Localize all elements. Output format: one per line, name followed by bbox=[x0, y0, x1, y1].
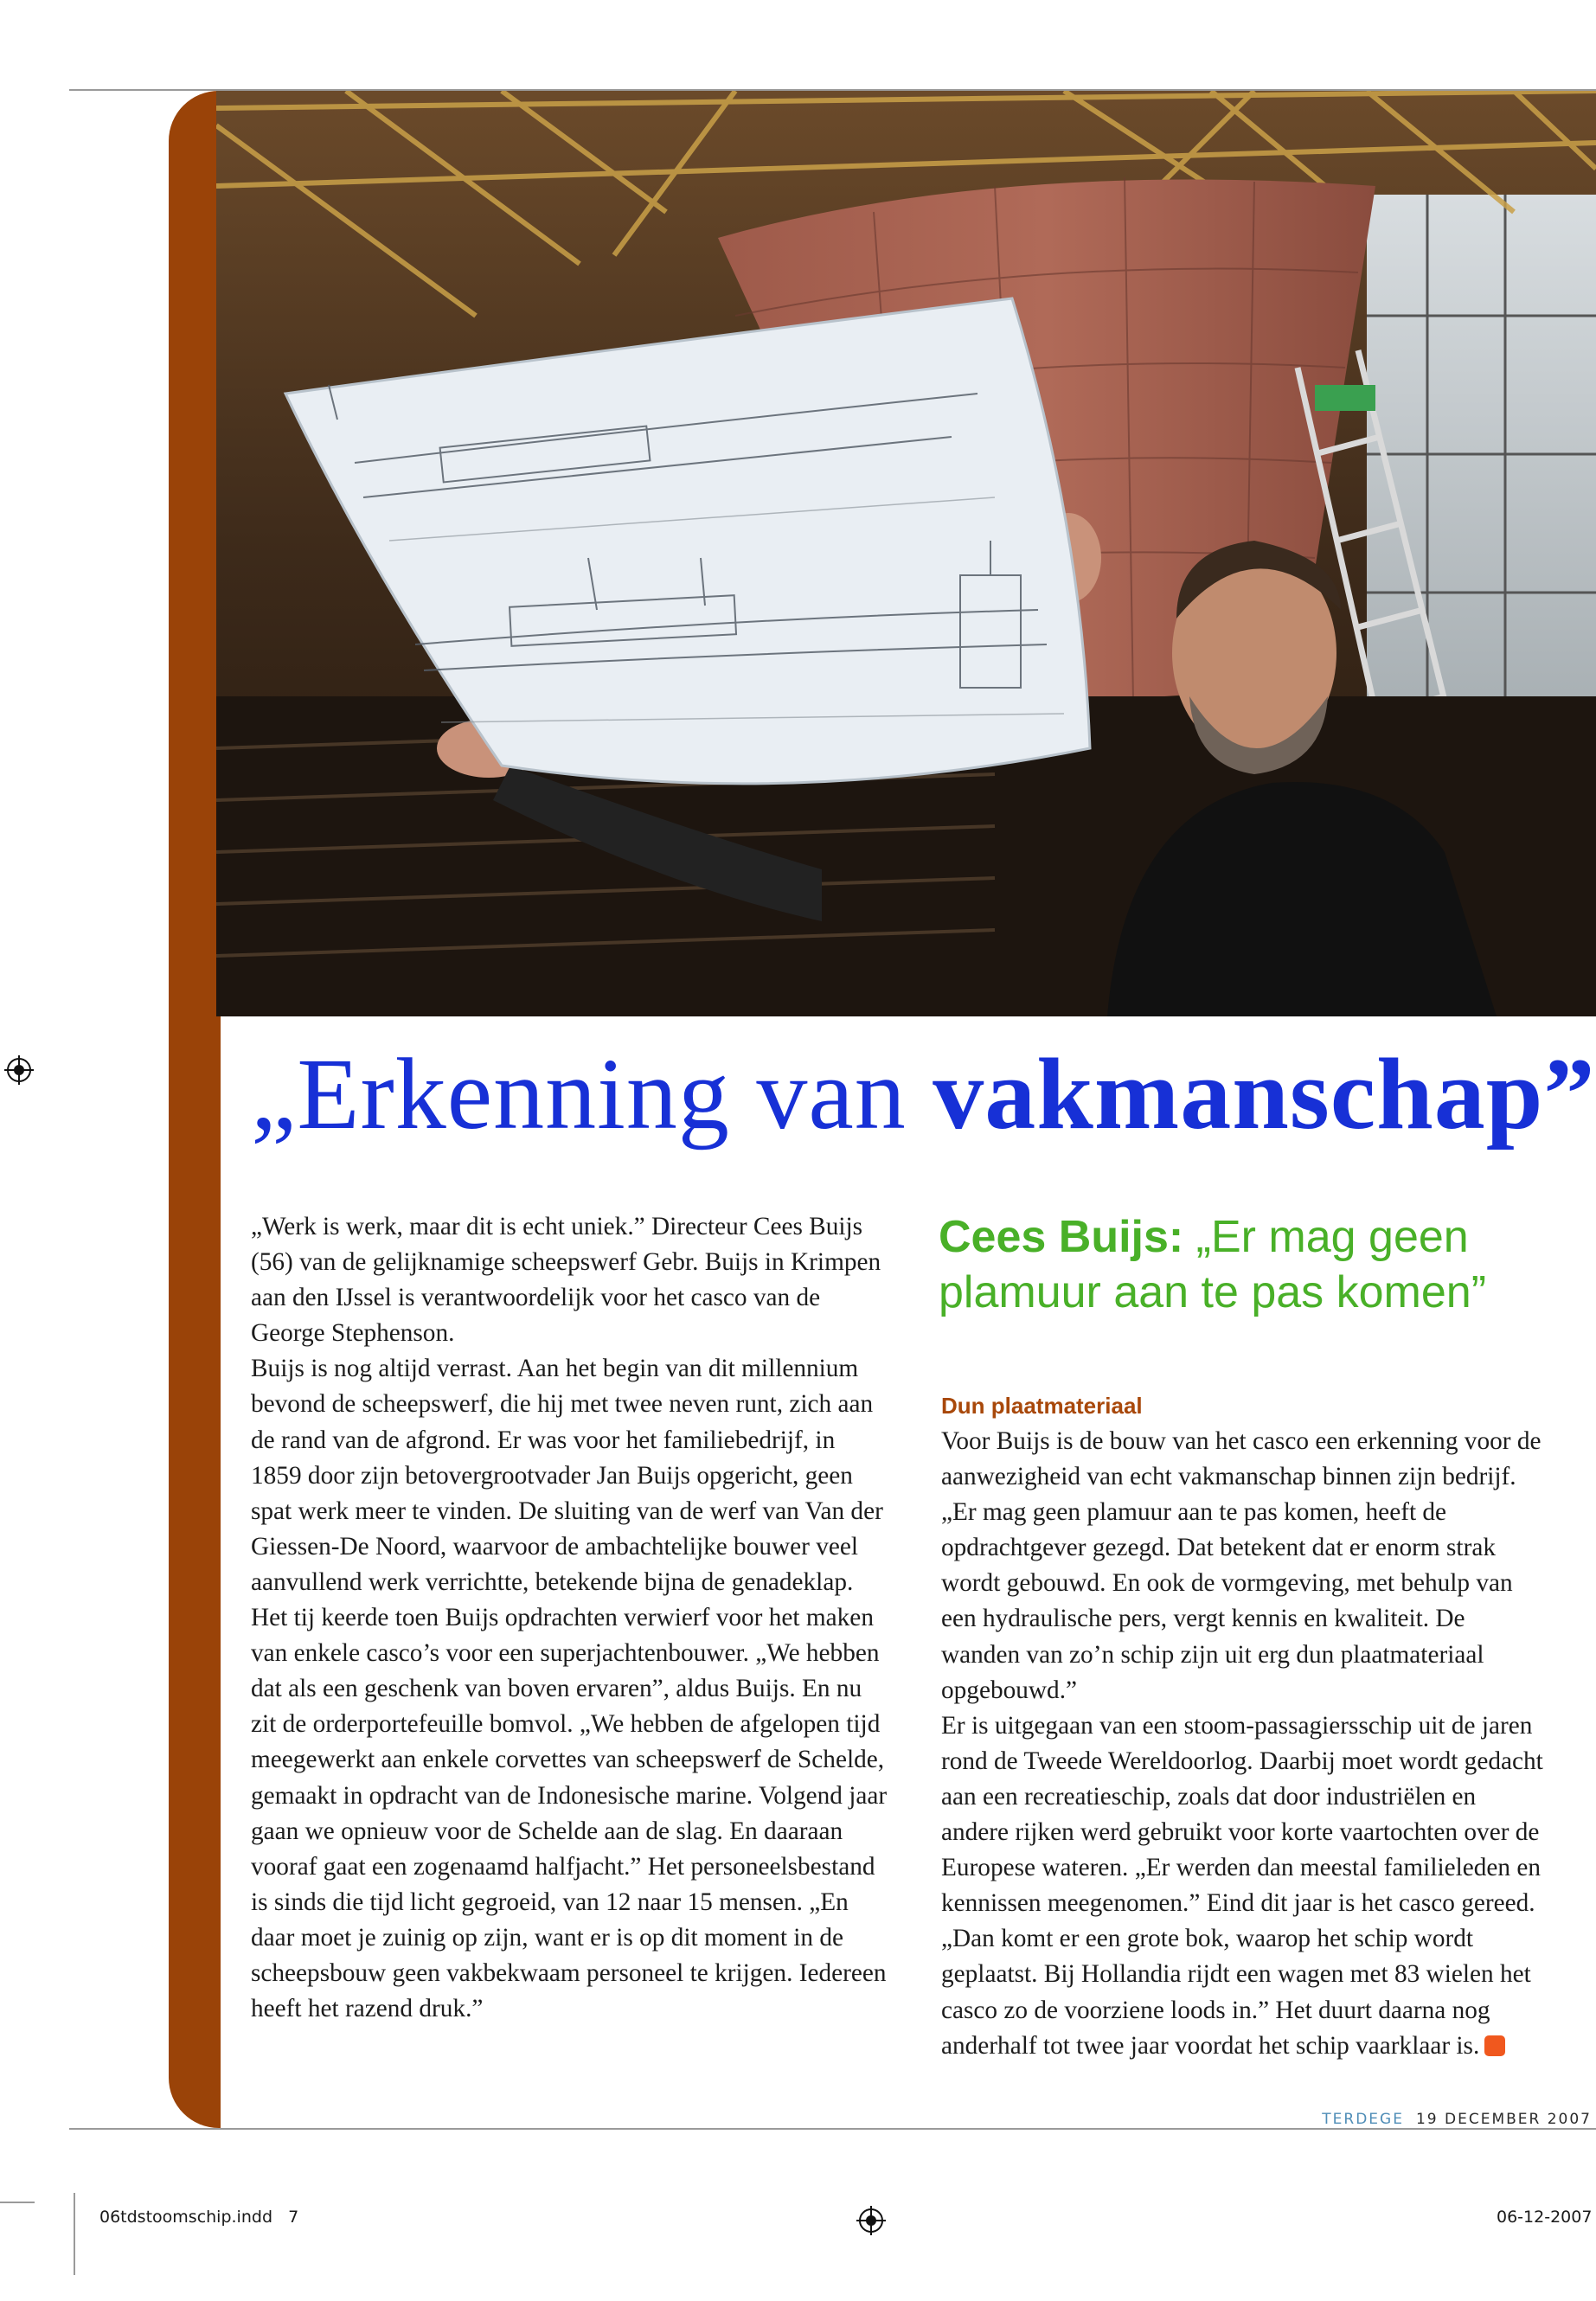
body-paragraph-last bbox=[941, 1708, 1547, 2064]
body-column-right bbox=[941, 1388, 1547, 2064]
body-paragraph: Buijs is nog altijd verrast. Aan het begin van dit millennium bevond de scheepswerf, die hij met twee neven runt, zich aan de rand van de afgrond. Er was voor het familiebedrijf, in 1859 door zijn betovergrootvader Jan Buijs opgericht, geen spat werk meer te vinden. De sluiting van de werf van Van der Giessen-De Noord, waarvoor de ambachtelijke bouwer veel aanvullend werk verrichtte, betekende bijna de genadeklap. bbox=[251, 1355, 883, 1596]
body-paragraph: Het tij keerde toen Buijs opdrachten verwierf voor het maken van enkele casco’s voor een superjachtenbouwer. „We hebben dat als een geschenk van boven ervaren”, aldus Buijs. En nu zit de orderportefeuille bomvol. „We hebben de afgelopen tijd meegewerkt aan enkele corvettes van scheepswerf de Schelde, gemaakt in opdracht van de Indonesische marine. Volgend jaar gaan we opnieuw voor de Schelde aan de slag. En daaraan vooraf gaat een zogenaamd halfjacht.” Het personeelsbestand is sinds die tijd licht gegroeid, van 12 naar 15 mensen. „En daar moet je zuinig op zijn, want er is op dit moment in de scheepsbouw geen vakbekwaam personeel te krijgen. Iedereen heeft het razend druk.” bbox=[251, 1604, 888, 2023]
headline-bold: vakmanschap” bbox=[933, 1037, 1596, 1150]
pull-quote-speaker: Cees Buijs: bbox=[939, 1212, 1184, 1262]
slug-date: 06-12-2007 bbox=[1497, 2208, 1593, 2227]
pull-quote bbox=[939, 1209, 1561, 1320]
section-subhead: Dun plaatmateriaal bbox=[941, 1393, 1143, 1419]
body-paragraph: Voor Buijs is de bouw van het casco een erkenning voor de aanwezigheid van echt vakmanschap binnen zijn bedrijf. „Er mag geen plamuur aan te pas komen, heeft de opdrachtgever gezegd. Dat betekent dat er enorm strak wordt gebouwd. En ook de vormgeving, met behulp van een hydraulische pers, vergt kennis en kwaliteit. De wanden van zo’n schip zijn uit erg dun plaatmateriaal opgebouwd.” bbox=[941, 1427, 1542, 1704]
body-paragraph: „Werk is werk, maar dit is echt uniek.” Directeur Cees Buijs (56) van de gelijknamige scheepswerf Gebr. Buijs in Krimpen aan den IJssel is verantwoordelijk voor het casco van de George Stephenson. bbox=[251, 1213, 881, 1348]
issue-date: 19 DECEMBER 2007 bbox=[1415, 2111, 1592, 2128]
trim-mark-vertical bbox=[74, 2193, 75, 2275]
headline bbox=[251, 1025, 1596, 1163]
trim-mark-left bbox=[0, 2202, 35, 2203]
trim-line-bottom bbox=[69, 2128, 1596, 2130]
slug-filename: 06tdstoomschip.indd 7 bbox=[99, 2208, 299, 2227]
registration-mark-icon bbox=[856, 2206, 886, 2235]
body-column-left bbox=[251, 1209, 891, 2027]
pull-quote-text: „Er mag geen plamuur aan te pas komen” bbox=[939, 1212, 1487, 1317]
registration-mark-icon bbox=[4, 1055, 34, 1085]
magazine-name: TERDEGE bbox=[1322, 2111, 1404, 2128]
headline-regular: „Erkenning van bbox=[251, 1037, 933, 1150]
end-mark-icon bbox=[1484, 2035, 1505, 2056]
page-folio bbox=[1263, 2111, 1592, 2128]
shipyard-photo bbox=[216, 91, 1596, 1016]
accent-bar bbox=[169, 91, 221, 2128]
body-paragraph-text: Er is uitgegaan van een stoom-passagiersschip uit de jaren rond de Tweede Wereldoorlog. Daarbij moet wordt gedacht aan een recreatieschip, zoals dat door industriëlen en andere rijken werd gebruikt voor korte vaartochten over de Europese wateren. „Er werden dan meestal familieleden en kennissen meegenomen.” Eind dit jaar is het casco gereed. „Dan komt er een grote bok, waarop het schip wordt geplaatst. Bij Hollandia rijdt een wagen met 83 wielen het casco zo de voorziene loods in.” Het duurt daarna nog anderhalf tot twee jaar voordat het schip vaarklaar is. bbox=[941, 1711, 1543, 2060]
